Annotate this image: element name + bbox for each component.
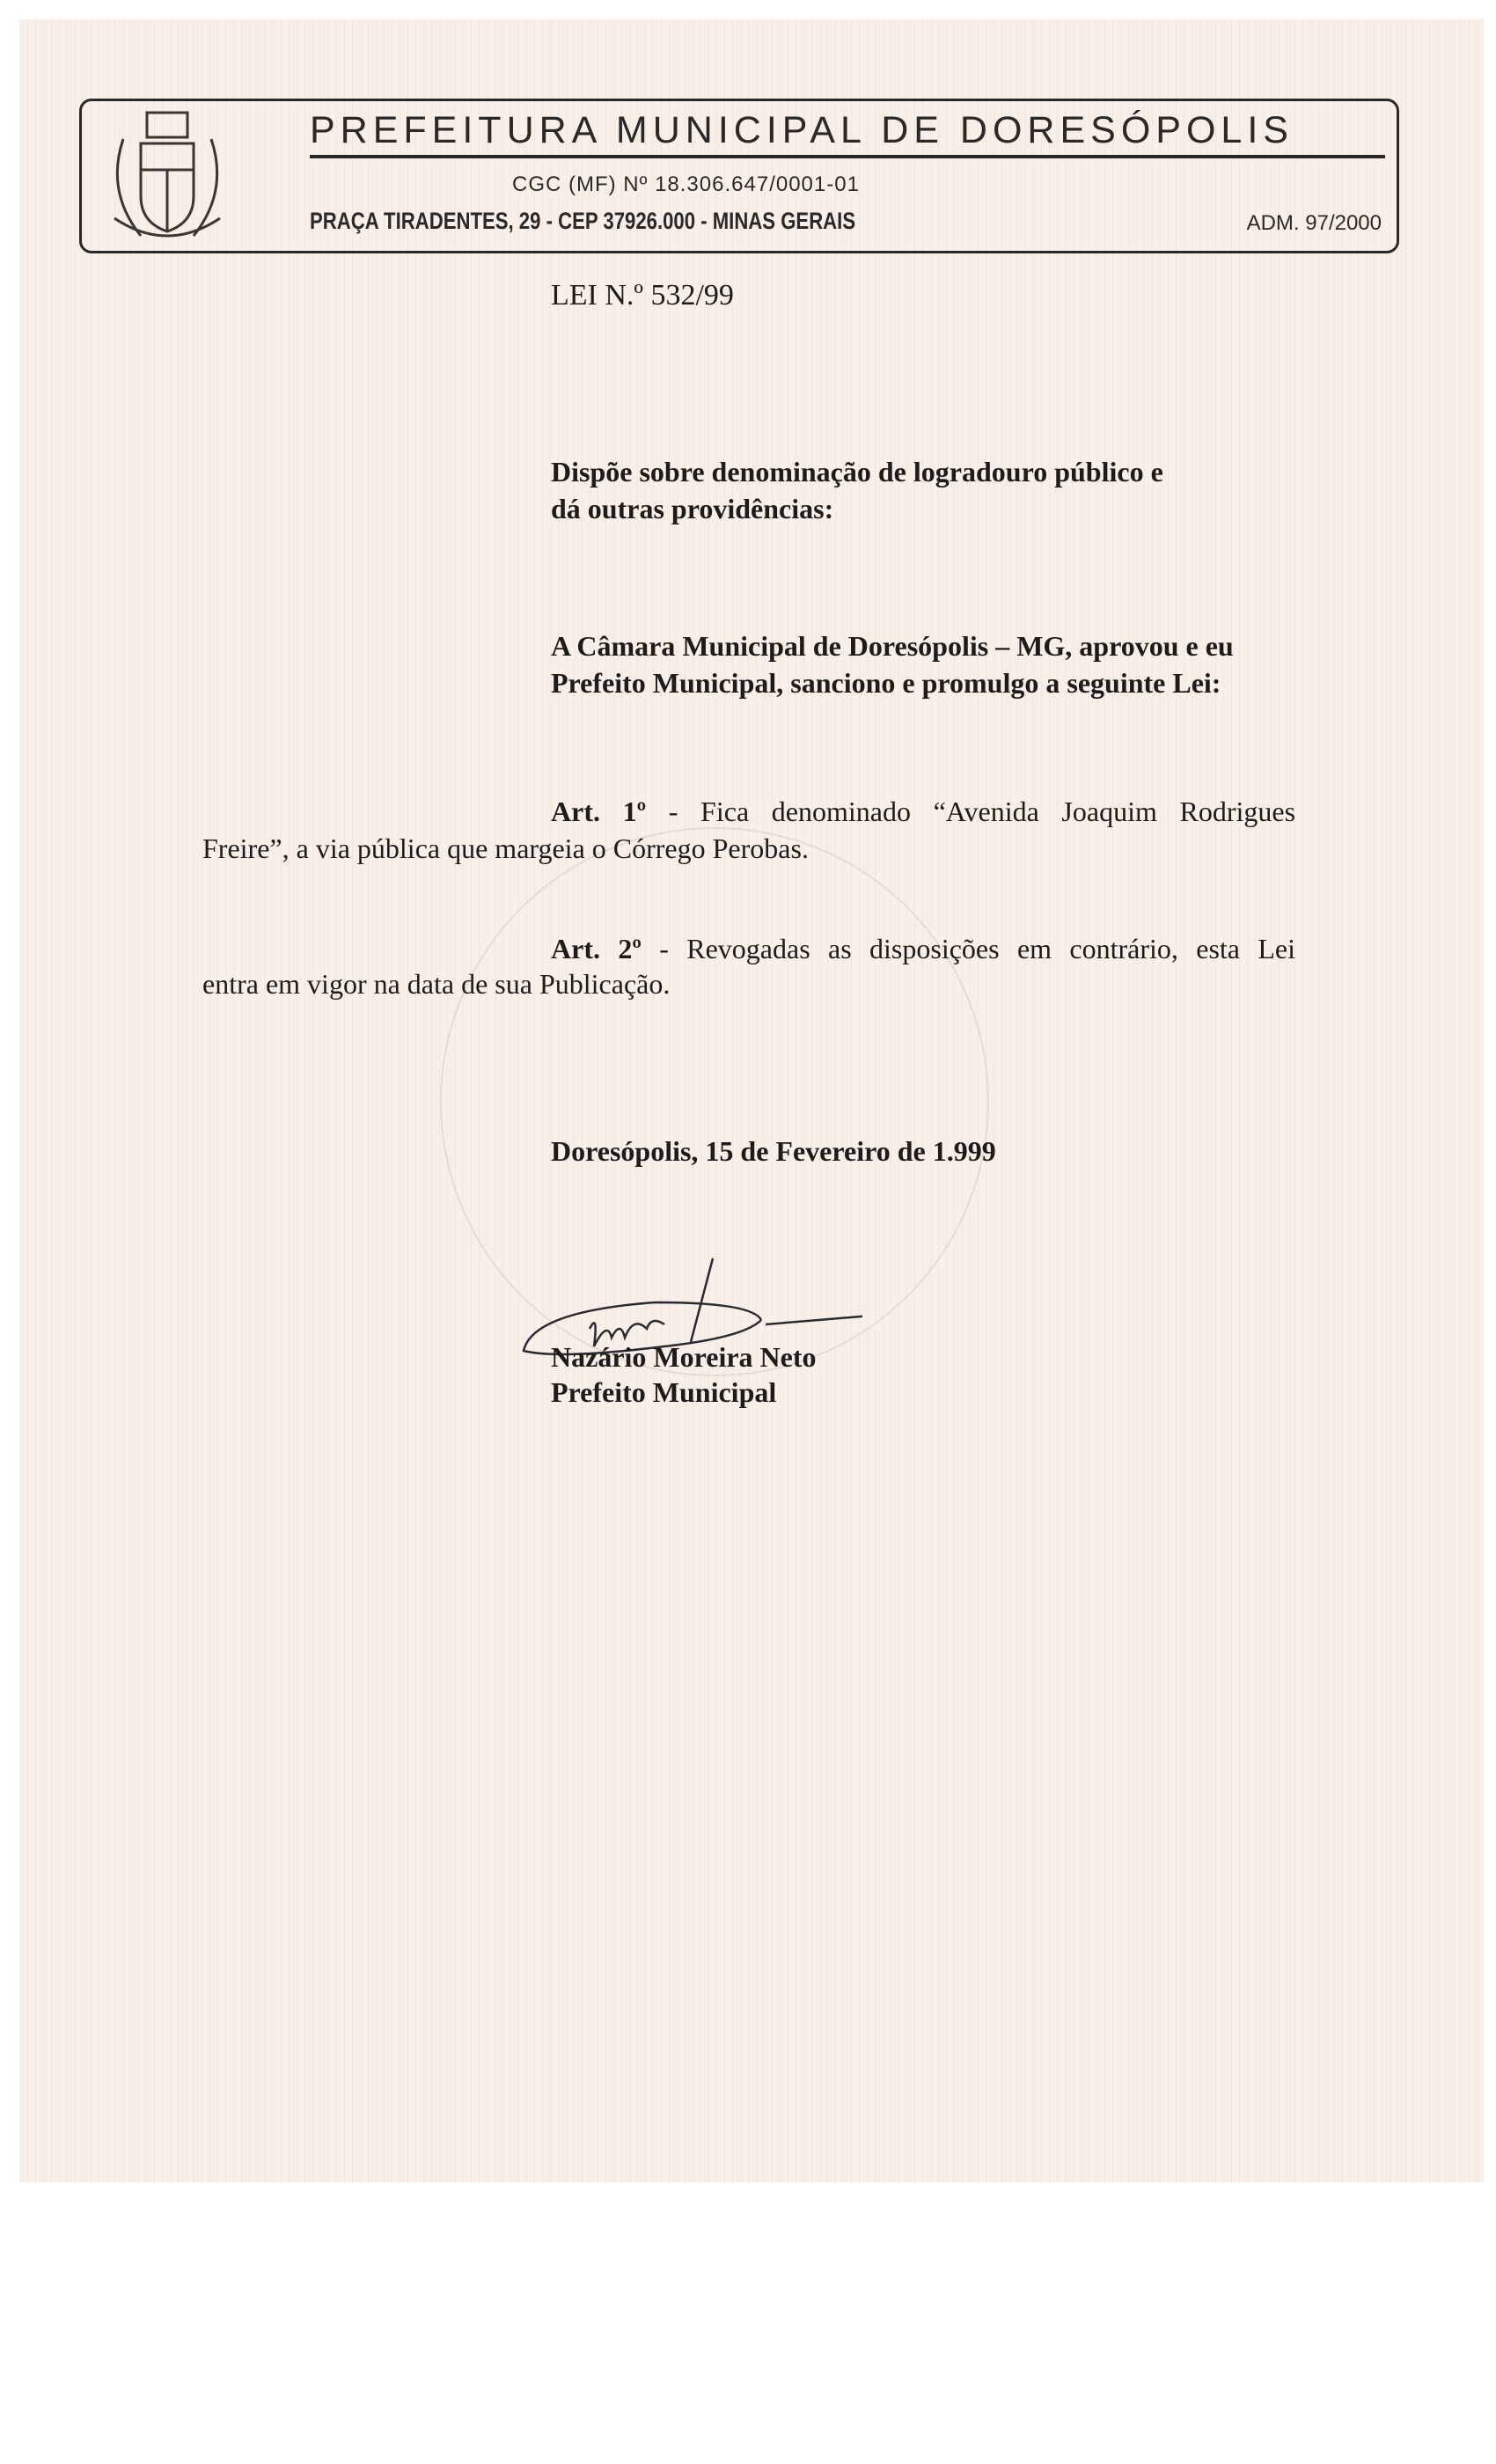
date-line: Doresópolis, 15 de Fevereiro de 1.999 — [551, 1135, 996, 1167]
article-1-line-2: Freire”, a via pública que margeia o Córrego Perobas. — [202, 832, 809, 864]
signer-title: Prefeito Municipal — [551, 1376, 777, 1408]
article-1-label: Art. 1º — [551, 796, 647, 827]
signer-name: Nazário Moreira Neto — [551, 1341, 817, 1373]
article-2-line-2: entra em vigor na data de sua Publicação. — [202, 968, 671, 1000]
law-number: LEI N.º 532/99 — [551, 279, 734, 312]
article-1-text: - Fica denominado “Avenida Joaquim Rodrigues — [668, 796, 1296, 827]
preamble-line-1: A Câmara Municipal de Doresópolis – MG, aprovou e eu — [551, 630, 1234, 662]
preamble-line-2: Prefeito Municipal, sanciono e promulgo a seguinte Lei: — [551, 667, 1221, 699]
article-2-label: Art. 2º — [551, 933, 642, 964]
article-2-line-1 — [551, 931, 1295, 966]
letterhead-cgc: CGC (MF) Nº 18.306.647/0001-01 — [512, 172, 860, 196]
article-2-text: - Revogadas as disposições em contrário, esta Lei — [659, 933, 1296, 964]
letterhead-title: PREFEITURA MUNICIPAL DE DORESÓPOLIS — [310, 109, 1294, 151]
letterhead-rule — [310, 155, 1385, 158]
letterhead-adm: ADM. 97/2000 — [1246, 211, 1382, 235]
municipal-seal-icon — [92, 104, 242, 249]
law-summary-line-2: dá outras providências: — [551, 493, 834, 524]
letterhead-address: PRAÇA TIRADENTES, 29 - CEP 37926.000 - MINAS GERAIS — [310, 208, 856, 234]
law-summary-line-1: Dispõe sobre denominação de logradouro público e — [551, 456, 1163, 488]
article-1-line-1 — [551, 794, 1295, 829]
